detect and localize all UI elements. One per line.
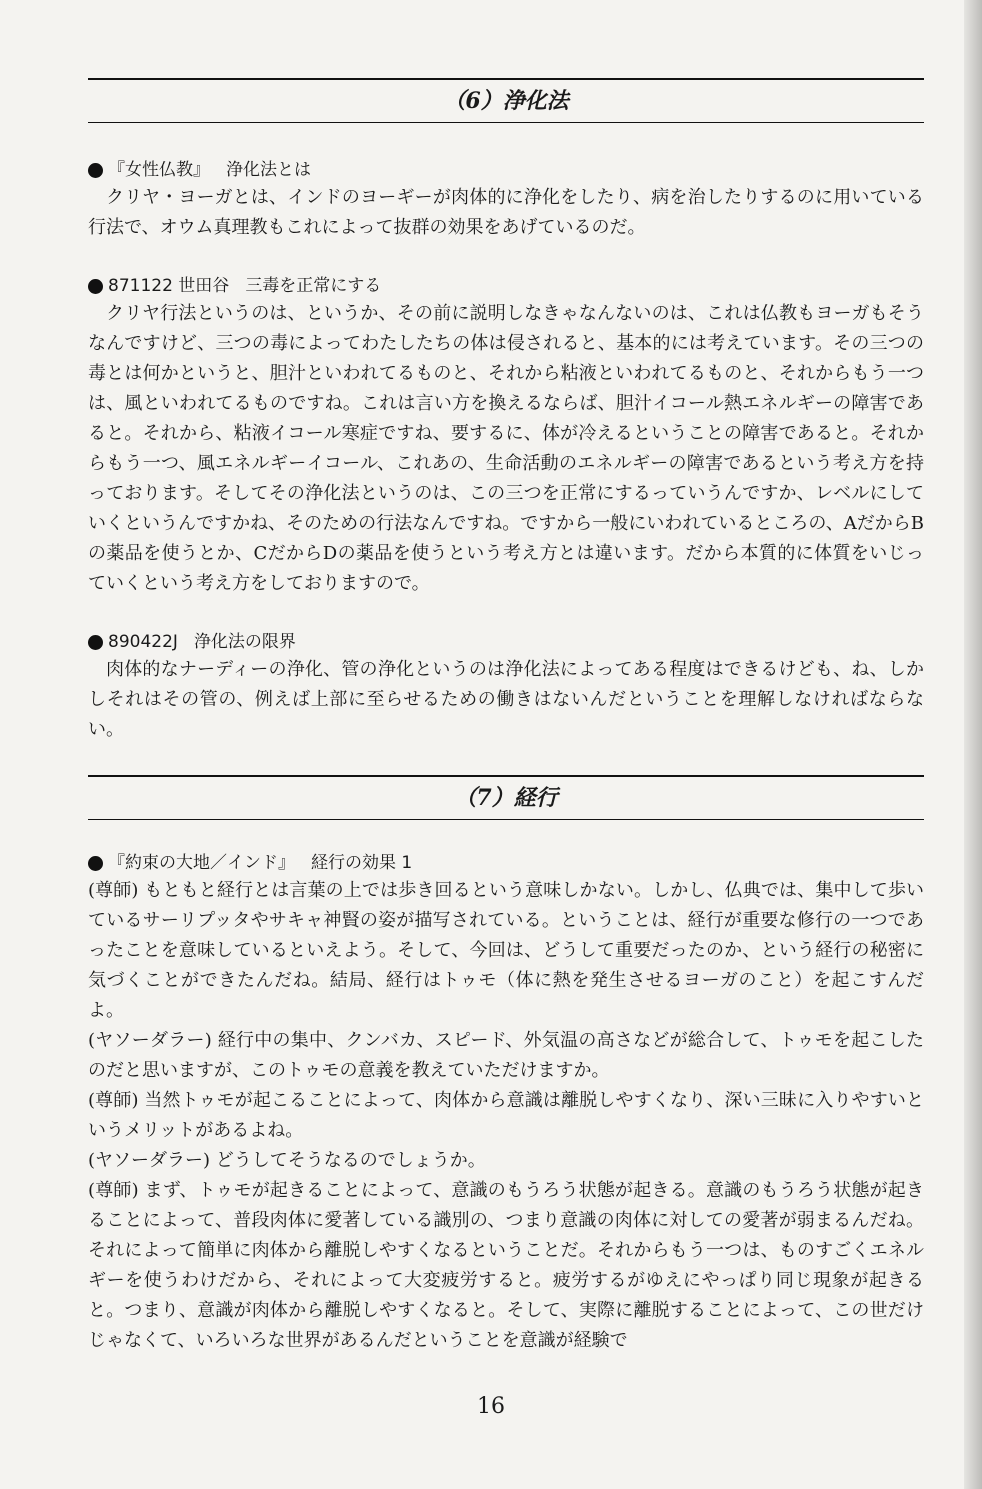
entry-paragraph: クリヤ行法というのは、というか、その前に説明しなきゃなんないのは、これは仏教もヨーガもそうなんですけど、三つの毒によってわたしたちの体は侵されると、基本的には考えています。その三つの毒とは何かというと、胆汁といわれてるものと、それから粘液といわれてるものと、それからもう一つは、風といわれてるものですね。これは言い方を換えるならば、胆汁イコール熱エネルギーの障害であると。それから、粘液イコール寒症ですね、要するに、体が冷えるということの障害であると。それからもう一つ、風エネルギーイコール、これあの、生命活動のエネルギーの障害であるという考え方を持っております。そしてその浄化法というのは、この三つを正常にするっていうんですか、レベルにしていくというんですかね、そのための行法なんですね。ですから一般にいわれているところの、AだからBの薬品を使うとか、CだからDの薬品を使うという考え方とは違います。だから本質的に体質をいじっていくという考え方をしておりますので。 bbox=[88, 303, 924, 594]
entry-title: 浄化法とは bbox=[226, 160, 311, 180]
entry-source: 『女性仏教』 bbox=[108, 160, 210, 180]
dialogue-line: (ヤソーダラー) 経行中の集中、クンバカ、スピード、外気温の高さなどが総合して、トゥモを起こしたのだと思いますが、このトゥモの意義を教えていただけますか。 bbox=[88, 1030, 924, 1081]
page-content bbox=[88, 78, 924, 1356]
bullet-icon bbox=[88, 163, 103, 178]
entry-yakusoku bbox=[88, 850, 924, 1356]
entry-source: 871122 世田谷 bbox=[108, 276, 230, 296]
entry-paragraph: 肉体的なナーディーの浄化、管の浄化というのは浄化法によってある程度はできるけども、ね、しかしそれはその管の、例えば上部に至らせるための働きはないんだということを理解しなければならない。 bbox=[88, 659, 924, 740]
dialogue-line: (尊師) まず、トゥモが起きることによって、意識のもうろう状態が起きる。意識のもうろう状態が起きることによって、普段肉体に愛著している識別の、つまり意識の肉体に対しての愛著が弱まるんだね。それによって簡単に肉体から離脱しやすくなるということだ。それからもう一つは、ものすごくエネルギーを使うわけだから、それによって大変疲労すると。疲労するがゆえにやっぱり同じ現象が起きると。つまり、意識が肉体から離脱しやすくなると。そして、実際に離脱することによって、この世だけじゃなくて、いろいろな世界があるんだということを意識が経験で bbox=[88, 1180, 924, 1351]
entry-heading bbox=[88, 850, 924, 876]
section-title: （7）経行 bbox=[454, 785, 558, 811]
bullet-icon bbox=[88, 635, 103, 650]
bullet-icon bbox=[88, 279, 103, 294]
bullet-icon bbox=[88, 856, 103, 871]
dialogue-line: (ヤソーダラー) どうしてそうなるのでしょうか。 bbox=[88, 1150, 486, 1171]
entry-title: 経行の効果 1 bbox=[311, 853, 413, 873]
entry-heading bbox=[88, 273, 924, 299]
page-edge-shadow bbox=[964, 0, 982, 1489]
entry-joseibukkyo bbox=[88, 157, 924, 243]
section-header-purification bbox=[88, 78, 924, 123]
entry-title: 浄化法の限界 bbox=[193, 632, 296, 652]
entry-871122 bbox=[88, 273, 924, 599]
entry-heading bbox=[88, 157, 924, 183]
section-title: （6）浄化法 bbox=[443, 88, 569, 114]
entry-890422j bbox=[88, 629, 924, 745]
entry-paragraph: クリヤ・ヨーガとは、インドのヨーギーが肉体的に浄化をしたり、病を治したりするのに用いている行法で、オウム真理教もこれによって抜群の効果をあげているのだ。 bbox=[88, 187, 924, 238]
entry-title: 三毒を正常にする bbox=[245, 276, 382, 296]
dialogue-line: (尊師) 当然トゥモが起こることによって、肉体から意識は離脱しやすくなり、深い三昧に入りやすいというメリットがあるよね。 bbox=[88, 1090, 924, 1141]
dialogue bbox=[88, 876, 924, 1356]
entry-source: 『約束の大地／インド』 bbox=[108, 853, 295, 873]
page-number: 16 bbox=[477, 1394, 505, 1419]
section-header-walking bbox=[88, 775, 924, 820]
entry-source: 890422J bbox=[108, 632, 178, 652]
dialogue-line: (尊師) もともと経行とは言葉の上では歩き回るという意味しかない。しかし、仏典では、集中して歩いているサーリプッタやサキャ神賢の姿が描写されている。ということは、経行が重要な修行の一つであったことを意味しているといえよう。そして、今回は、どうして重要だったのか、という経行の秘密に気づくことができたんだね。結局、経行はトゥモ（体に熱を発生させるヨーガのこと）を起こすんだよ。 bbox=[88, 880, 924, 1021]
entry-heading bbox=[88, 629, 924, 655]
